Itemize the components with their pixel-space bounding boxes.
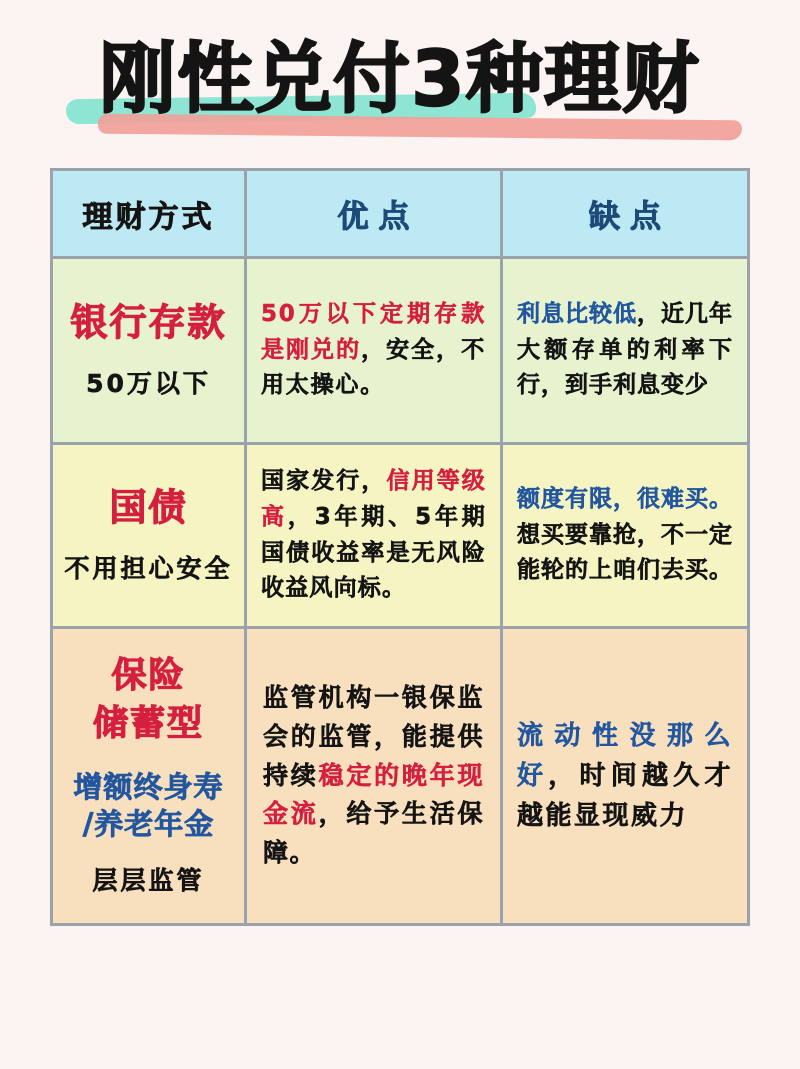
method-line-red: 保险 bbox=[111, 656, 186, 697]
method-line-blue: /养老年金 bbox=[82, 806, 215, 841]
text-segment-black: ，给予生活保障。 bbox=[263, 799, 484, 868]
pros-text-insurance bbox=[263, 679, 484, 873]
text-segment-black: ，近几年大额存单的利率下行，到手利息变少 bbox=[517, 301, 733, 399]
cons-text-treasury-bond bbox=[517, 482, 733, 589]
text-segment-black: ，时间越久才越能显现威力 bbox=[517, 760, 733, 832]
cons-text-bank-deposit bbox=[517, 297, 733, 404]
pros-text-treasury-bond bbox=[261, 464, 486, 607]
method-line-red: 储蓄型 bbox=[92, 704, 204, 745]
pros-cell-treasury-bond bbox=[247, 445, 503, 629]
page-title bbox=[100, 30, 701, 129]
text-segment-black: 监管机构一银保监会的监管，能提供持续 bbox=[263, 683, 484, 790]
method-cell-bank-deposit bbox=[53, 259, 247, 445]
text-segment-blue: 利息比较低 bbox=[517, 301, 637, 328]
column-header-method: 理财方式 bbox=[53, 171, 247, 259]
text-segment-black: 想买要靠抢，不一定能轮的上咱们去买。 bbox=[517, 521, 733, 584]
title-block bbox=[0, 0, 800, 168]
method-line-sub: 层层监管 bbox=[92, 866, 205, 896]
text-segment-red: 稳定的晚年现金流 bbox=[263, 760, 484, 829]
cons-cell-insurance bbox=[503, 629, 747, 923]
cons-cell-bank-deposit bbox=[503, 259, 747, 445]
method-line-sub: 不用担心安全 bbox=[64, 554, 233, 584]
method-line-sub: 50万以下 bbox=[86, 369, 211, 399]
column-header-cons: 缺点 bbox=[503, 171, 747, 259]
pros-text-bank-deposit bbox=[261, 297, 486, 404]
pros-cell-bank-deposit bbox=[247, 259, 503, 445]
text-segment-red: 信用等级高 bbox=[261, 468, 486, 530]
page-title-text: 刚性兑付3种理财 bbox=[99, 34, 701, 123]
text-segment-blue: 流动性没那么好 bbox=[517, 720, 733, 791]
comparison-table bbox=[50, 168, 750, 926]
column-header-pros: 优点 bbox=[247, 171, 503, 259]
text-segment-red: 50万以下定期存款是刚兑的 bbox=[261, 301, 486, 363]
method-line-blue: 增额终身寿 bbox=[73, 769, 224, 804]
method-line-red: 银行存款 bbox=[70, 300, 227, 344]
method-cell-insurance bbox=[53, 629, 247, 923]
text-segment-black: ，安全，不用太操心。 bbox=[261, 336, 487, 399]
text-segment-black: ，3年期、5年期国债收益率是无风险收益风向标。 bbox=[261, 503, 487, 602]
text-segment-black: 国家发行， bbox=[261, 468, 387, 495]
method-cell-treasury-bond bbox=[53, 445, 247, 629]
cons-cell-treasury-bond bbox=[503, 445, 747, 629]
pros-cell-insurance bbox=[247, 629, 503, 923]
cons-text-insurance bbox=[517, 716, 733, 837]
method-line-red: 国债 bbox=[109, 485, 188, 529]
text-segment-blue: 额度有限，很难买。 bbox=[517, 486, 733, 513]
